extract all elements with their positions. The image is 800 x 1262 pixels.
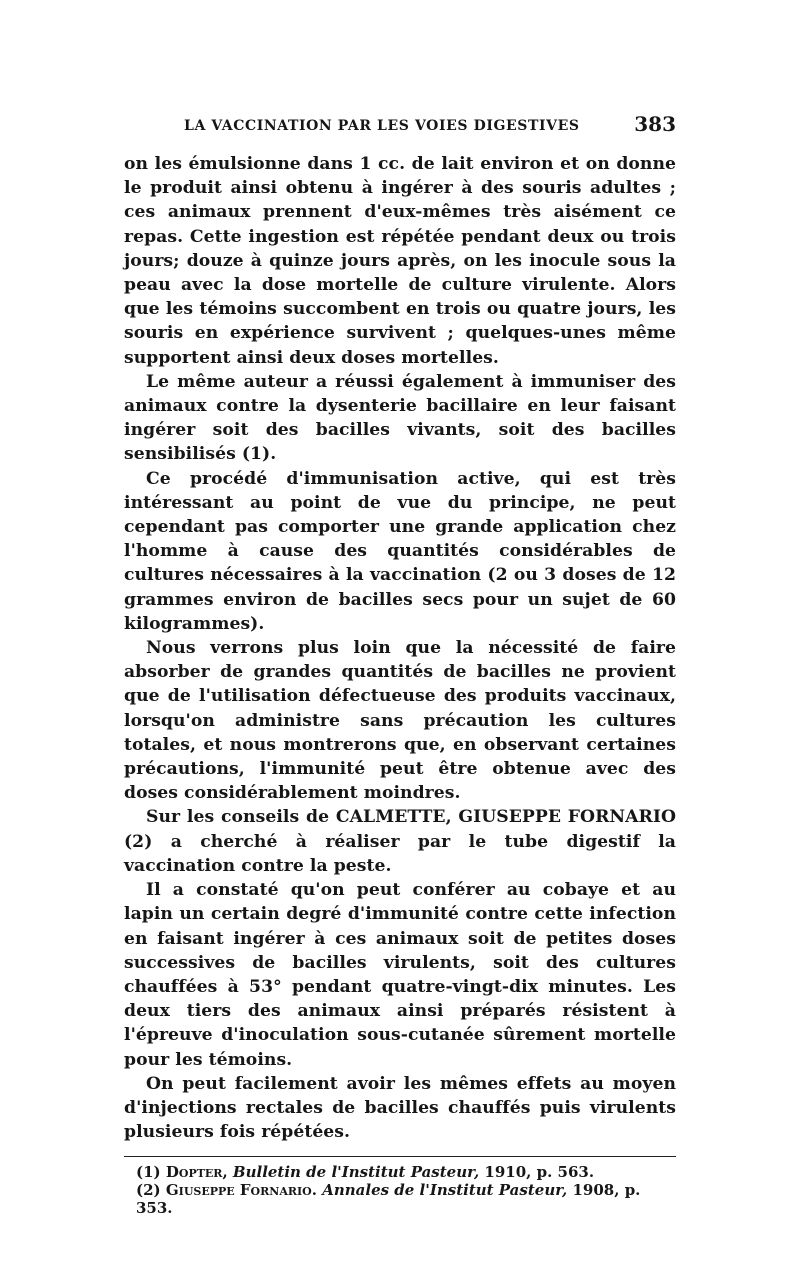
footnote-author: Dopter, <box>165 1163 228 1182</box>
footnote <box>124 1163 676 1181</box>
footnote-reference: 1910, p. 563. <box>484 1163 595 1182</box>
book-page <box>124 112 676 1217</box>
paragraph: on les émulsionne dans 1 cc. de lait environ et on donne le produit ainsi obtenu à ingérer à des souris adultes ; ces animaux prennent d'eux-mêmes très aisément ce repas. Cette ingestion est répétée pendant deux ou trois jours; douze à quinze jours après, on les inocule sous la peau avec la dose mortelle de culture virulente. Alors que les témoins succombent en trois ou quatre jours, les souris en expérience survivent ; quelques-unes même supportent ainsi deux doses mortelles. <box>124 154 676 368</box>
footnote <box>124 1181 676 1217</box>
footnote-author: Giuseppe Fornario. <box>165 1181 317 1200</box>
paragraph: On peut facilement avoir les mêmes effets au moyen d'injections rectales de bacilles chauffés puis virulents plusieurs fois répétées. <box>124 1073 676 1143</box>
footnote-mark: (2) <box>136 1181 161 1200</box>
footnote-journal: Bulletin de l'Institut Pasteur, <box>232 1163 480 1182</box>
footnote-reference: 1908, p. 353. <box>136 1181 641 1218</box>
footnote-divider <box>124 1156 676 1157</box>
paragraph: Le même auteur a réussi également à immuniser des animaux contre la dysenterie bacillaire en leur faisant ingérer soit des bacilles vivants, soit des bacilles sensibilisés (1). <box>124 371 676 465</box>
running-head: LA VACCINATION PAR LES VOIES DIGESTIVES <box>184 118 580 134</box>
page-header <box>184 112 676 142</box>
paragraph: Sur les conseils de CALMETTE, GIUSEPPE FORNARIO (2) a cherché à réaliser par le tube digestif la vaccination contre la peste. <box>124 807 676 876</box>
paragraph: Il a constaté qu'on peut conférer au cobaye et au lapin un certain degré d'immunité contre cette infection en faisant ingérer à ces animaux soit de petites doses successives de bacilles virulents, soit des cultures chauffées à 53° pendant quatre-vingt-dix minutes. Les deux tiers des animaux ainsi préparés résistent à l'épreuve d'inoculation sous-cutanée sûrement mortelle pour les témoins. <box>124 880 676 1070</box>
paragraph: Ce procédé d'immunisation active, qui est très intéressant au point de vue du principe, ne peut cependant pas comporter une grande application chez l'homme à cause des quantités considérables de cultures nécessaires à la vaccination (2 ou 3 doses de 12 grammes environ de bacilles secs pour un sujet de 60 kilogrammes). <box>124 468 676 634</box>
footnotes <box>124 1163 676 1217</box>
page-number: 383 <box>634 112 676 136</box>
paragraph: Nous verrons plus loin que la nécessité de faire absorber de grandes quantités de bacilles ne provient que de l'utilisation défectueuse des produits vaccinaux, lorsqu'on administre sans précaution les cultures totales, et nous montrerons que, en observant certaines précautions, l'immunité peut être obtenue avec des doses considérablement moindres. <box>124 638 676 804</box>
footnote-mark: (1) <box>136 1163 161 1182</box>
body-text <box>124 152 676 1144</box>
footnote-journal: Annales de l'Institut Pasteur, <box>322 1181 568 1200</box>
